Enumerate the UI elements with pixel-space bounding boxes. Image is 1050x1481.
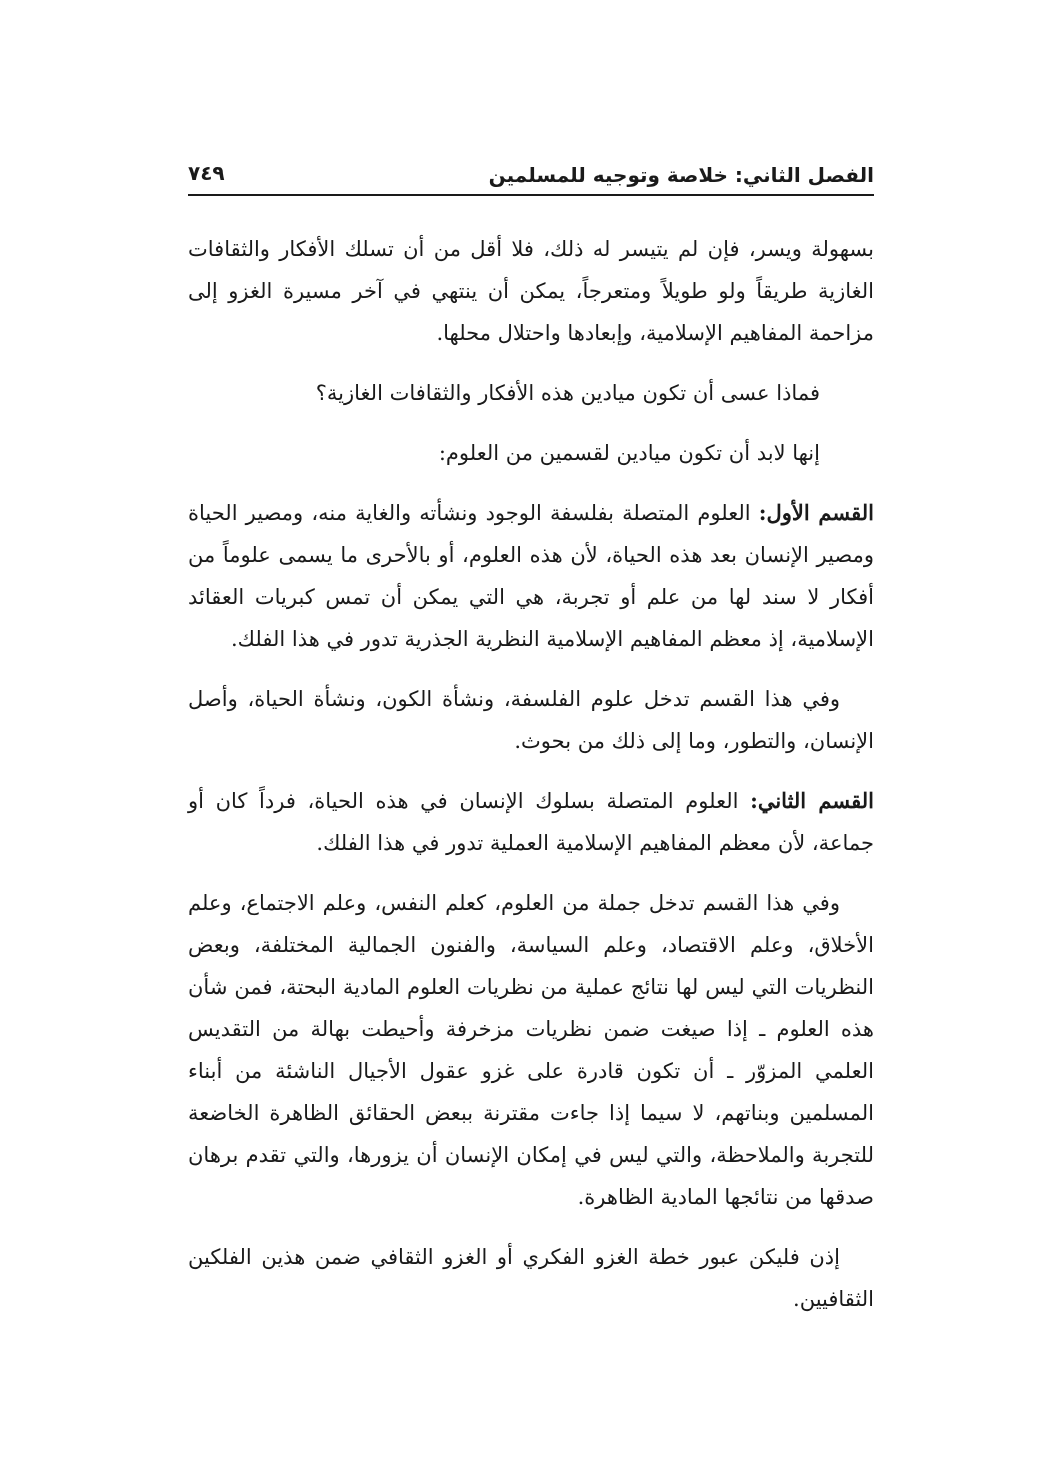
paragraph-first-section xyxy=(188,492,874,660)
body-text xyxy=(188,228,874,1338)
paragraph-second-section xyxy=(188,780,874,864)
second-section-label: القسم الثاني: xyxy=(750,788,874,813)
paragraph-second-section-fields: وفي هذا القسم تدخل جملة من العلوم، كعلم النفس، وعلم الاجتماع، وعلم الأخلاق، وعلم الاقتصاد، وعلم السياسة، والفنون الجمالية المختلفة، وبعض النظريات التي ليس لها نتائج عملية من نظريات العلوم المادية البحتة، فمن شأن هذه العلوم ـ إذا صيغت ضمن نظريات مزخرفة وأحيطت بهالة من التقديس العلمي المزوّر ـ أن تكون قادرة على غزو عقول الأجيال الناشئة من أبناء المسلمين وبناتهم، لا سيما إذا جاءت مقترنة ببعض الحقائق الظاهرة الخاضعة للتجربة والملاحظة، والتي ليس في إمكان الإنسان أن يزورها، والتي تقدم برهان صدقها من نتائجها المادية الظاهرة. xyxy=(188,891,874,1209)
paragraph-continuation: بسهولة ويسر، فإن لم يتيسر له ذلك، فلا أقل من أن تسلك الأفكار والثقافات الغازية طريقاً ولو طويلاً ومتعرجاً، يمكن أن ينتهي في آخر مسيرة الغزو إلى مزاحمة المفاهيم الإسلامية، وإبعادها واحتلال محلها. xyxy=(188,237,874,345)
first-section-label: القسم الأول: xyxy=(758,500,874,525)
paragraph-conclusion: إذن فليكن عبور خطة الغزو الفكري أو الغزو الثقافي ضمن هذين الفلكين الثقافيين. xyxy=(188,1245,874,1311)
paragraph-question: فماذا عسى أن تكون ميادين هذه الأفكار والثقافات الغازية؟ xyxy=(315,381,820,405)
paragraph-answer: إنها لابد أن تكون ميادين لقسمين من العلوم: xyxy=(438,441,820,465)
running-header xyxy=(188,158,874,194)
paragraph-first-section-fields: وفي هذا القسم تدخل علوم الفلسفة، ونشأة الكون، ونشأة الحياة، وأصل الإنسان، والتطور، وما إلى ذلك من بحوث. xyxy=(188,687,874,753)
page-number: ٧٤٩ xyxy=(188,161,225,185)
first-section-text: العلوم المتصلة بفلسفة الوجود ونشأته والغاية منه، ومصير الحياة ومصير الإنسان بعد هذه الحياة، لأن هذه العلوم، أو بالأحرى ما يسمى علوماً من أفكار لا سند لها من علم أو تجربة، هي التي يمكن أن تمس كبريات العقائد الإسلامية، إذ معظم المفاهيم الإسلامية النظرية الجذرية تدور في هذا الفلك. xyxy=(188,501,874,651)
chapter-title: الفصل الثاني: خلاصة وتوجيه للمسلمين xyxy=(488,163,874,187)
second-section-text: العلوم المتصلة بسلوك الإنسان في هذه الحياة، فرداً كان أو جماعة، لأن معظم المفاهيم الإسلامية العملية تدور في هذا الفلك. xyxy=(188,789,874,855)
header-divider xyxy=(188,194,874,196)
